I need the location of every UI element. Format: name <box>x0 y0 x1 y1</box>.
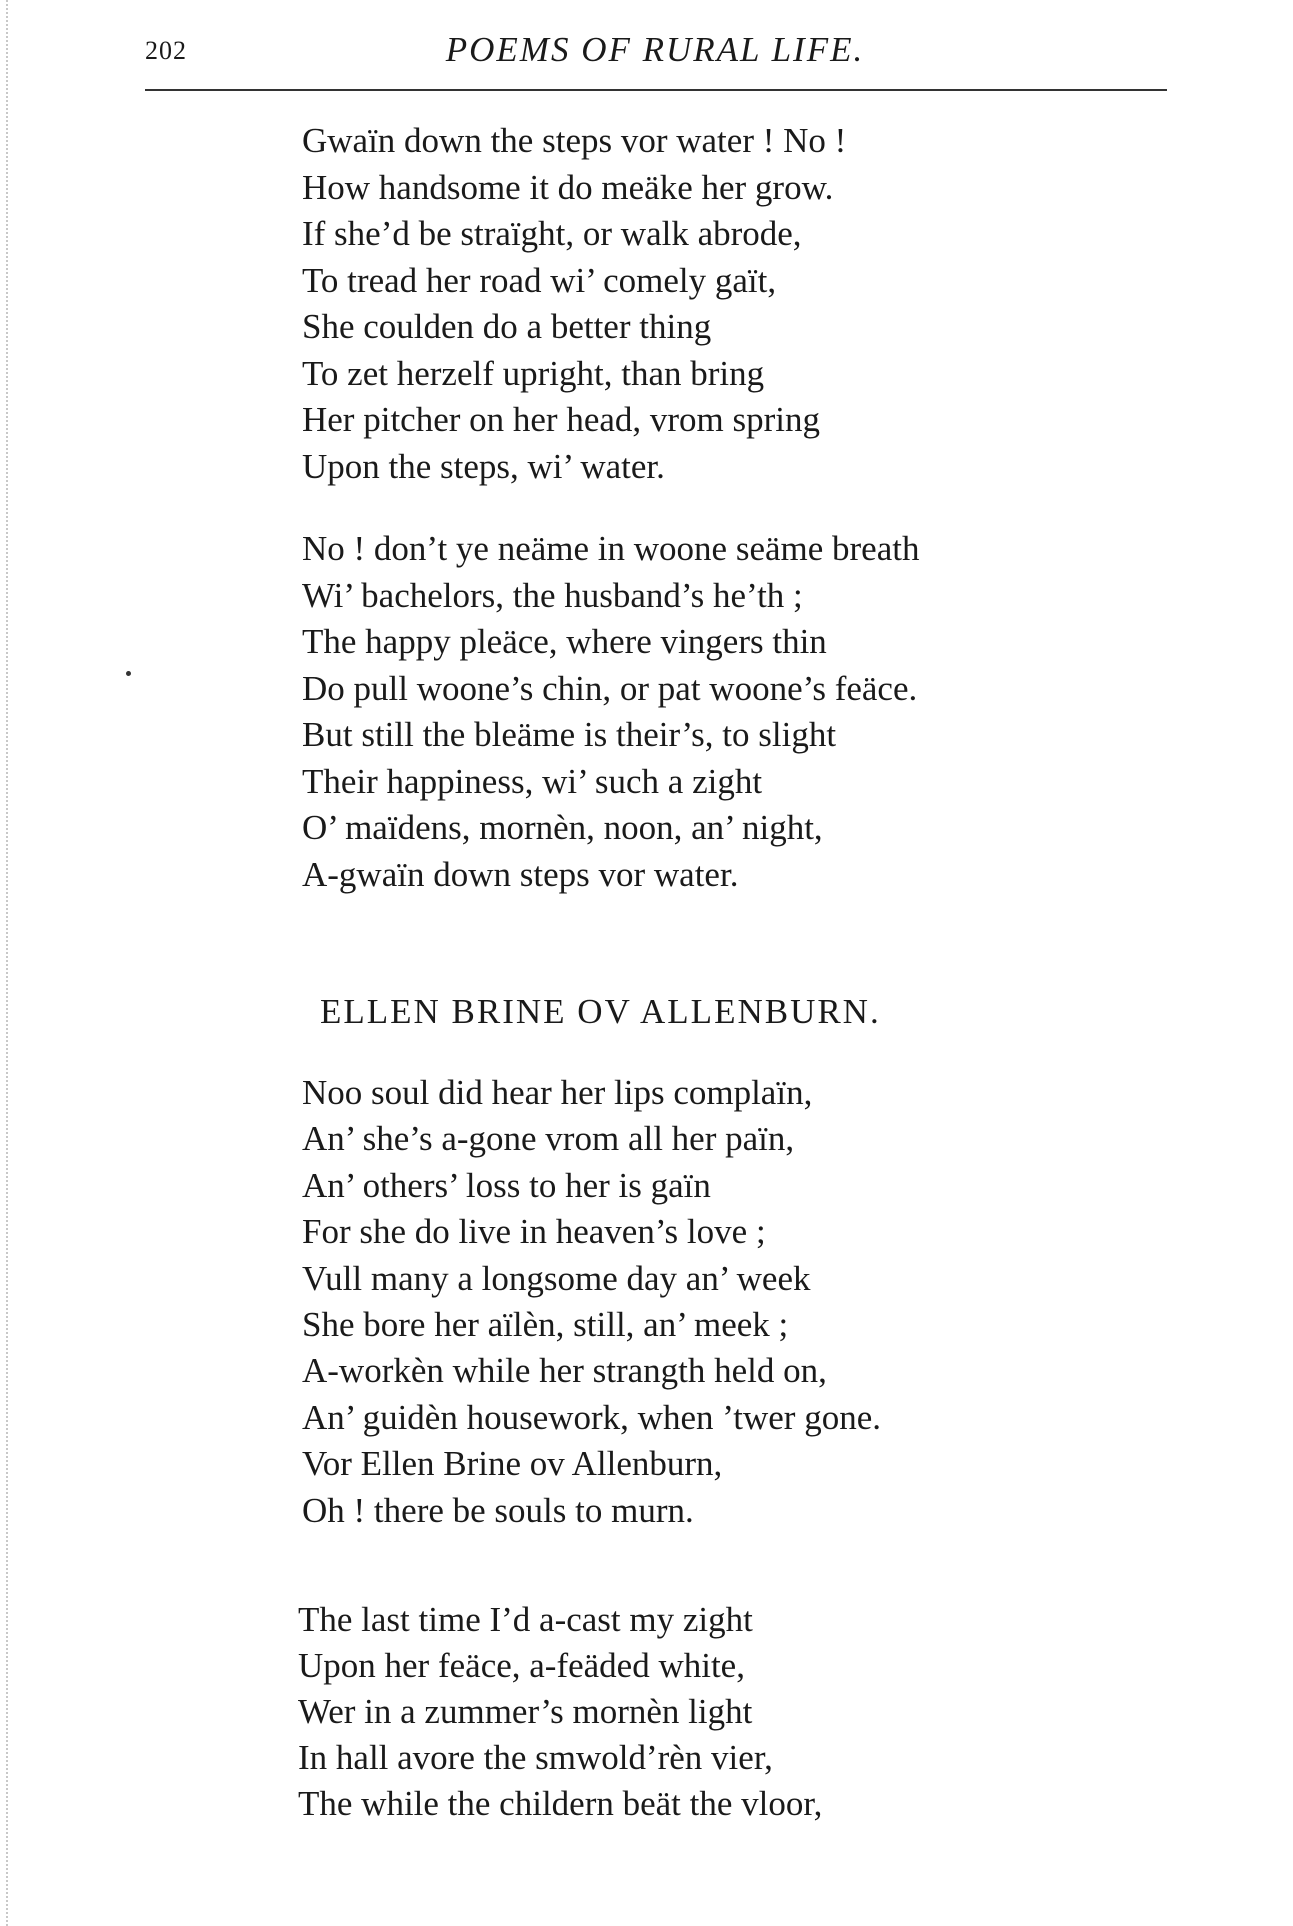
verse-line: If she’d be straïght, or walk abrode, <box>302 214 802 253</box>
verse-line: Vull many a longsome day an’ week <box>302 1258 811 1298</box>
verse-line: Oh ! there be souls to murn. <box>302 1490 694 1530</box>
running-title: POEMS OF RURAL LIFE. <box>445 30 865 69</box>
page-number: 202 <box>145 36 187 65</box>
page-gutter-edge <box>6 0 10 1926</box>
verse-line: Their happiness, wi’ such a zight <box>302 761 763 801</box>
verse-line: An’ she’s a-gone vrom all her païn, <box>302 1119 795 1159</box>
verse-line: She bore her aïlèn, still, an’ meek ; <box>302 1304 789 1344</box>
verse-line: A-gwaïn down steps vor water. <box>302 854 739 894</box>
poem-stanza-1 <box>302 1070 881 1534</box>
verse-line: The happy pleäce, where vingers thin <box>302 622 827 661</box>
verse-line: Her pitcher on her head, vrom spring <box>302 400 821 439</box>
verse-line: O’ maïdens, mornèn, noon, an’ night, <box>302 808 823 847</box>
verse-line: Do pull woone’s chin, or pat woone’s feäce. <box>302 668 918 708</box>
verse-line: How handsome it do meäke her grow. <box>302 167 834 207</box>
verse-line: Wi’ bachelors, the husband’s he’th ; <box>302 575 803 615</box>
verse-line: Gwaïn down the steps vor water ! No ! <box>302 121 847 160</box>
verse-line: To tread her road wi’ comely gaït, <box>302 260 777 300</box>
verse-line: The last time I’d a-cast my zight <box>298 1600 753 1639</box>
verse-line: She coulden do a better thing <box>302 307 712 346</box>
verse-line: Upon the steps, wi’ water. <box>302 446 665 486</box>
verse-line: The while the childern beät the vloor, <box>298 1784 823 1823</box>
verse-line: No ! don’t ye neäme in woone seäme breath <box>302 529 920 568</box>
print-speck <box>126 671 131 676</box>
verse-line: In hall avore the smwold’rèn vier, <box>298 1738 773 1777</box>
verse-line: Noo soul did hear her lips complaïn, <box>302 1073 813 1112</box>
verse-line: For she do live in heaven’s love ; <box>302 1212 766 1252</box>
poem-stanza-2 <box>298 1597 822 1827</box>
verse-line: An’ others’ loss to her is gaïn <box>302 1165 711 1205</box>
verse-line: Vor Ellen Brine ov Allenburn, <box>302 1444 723 1484</box>
stanza-continued-1 <box>302 118 846 490</box>
running-head <box>145 30 1165 76</box>
stanza-continued-2 <box>302 526 919 898</box>
header-rule <box>145 89 1167 91</box>
verse-line: Wer in a zummer’s mornèn light <box>298 1692 753 1731</box>
verse-line: An’ guidèn housework, when ’twer gone. <box>302 1397 881 1437</box>
verse-line: Upon her feäce, a-feäded white, <box>298 1646 745 1685</box>
verse-line: But still the bleäme is their’s, to slight <box>302 715 837 754</box>
verse-line: To zet herzelf upright, than bring <box>302 353 765 393</box>
verse-line: A-workèn while her strangth held on, <box>302 1351 827 1391</box>
poem-title: ELLEN BRINE OV ALLENBURN. <box>320 992 881 1031</box>
